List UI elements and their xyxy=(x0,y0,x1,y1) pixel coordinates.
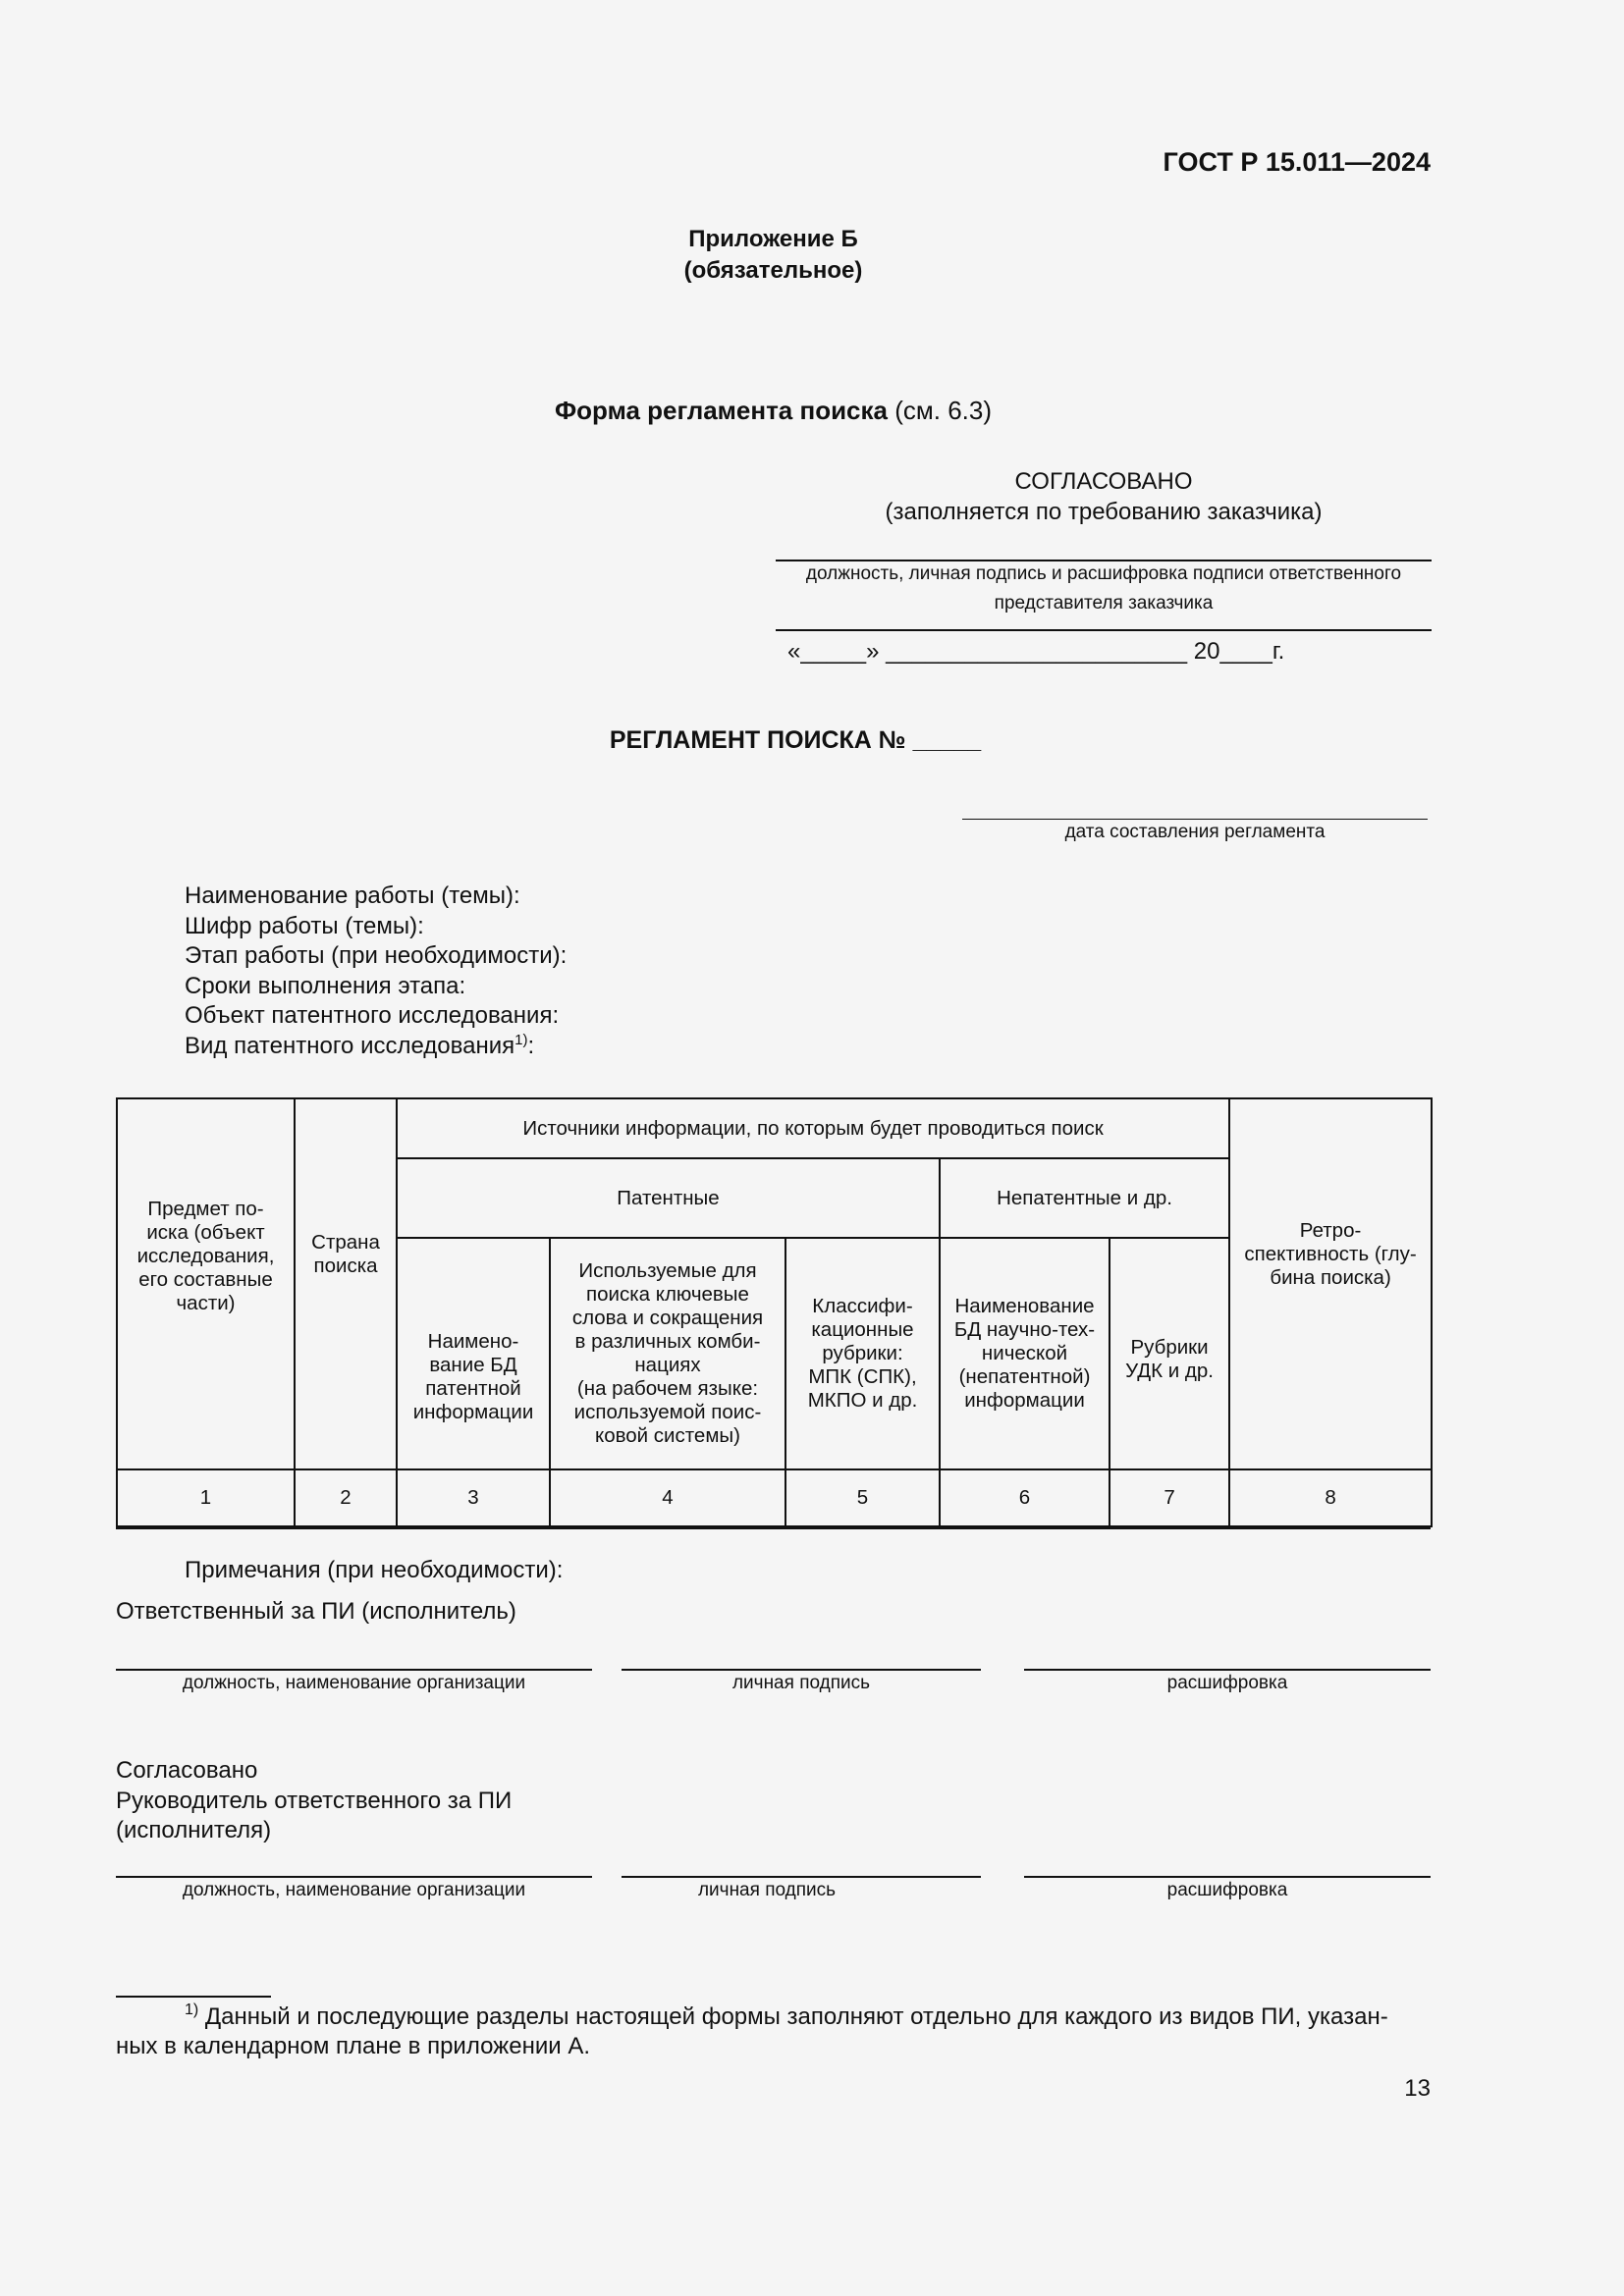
header-nonpatent-db xyxy=(940,1238,1110,1469)
header-patent xyxy=(397,1158,940,1238)
approval-signature-line xyxy=(776,560,1432,561)
field-work-code: Шифр работы (темы): xyxy=(185,912,424,939)
approval-signature-caption-1: должность, личная подпись и расшифровка подписи ответственного xyxy=(805,563,1402,584)
regulation-date-caption: дата составления регламента xyxy=(1064,822,1326,842)
agreed-head: Руководитель ответственного за ПИ xyxy=(116,1787,513,1814)
agreed-position-caption: должность, наименование организации xyxy=(182,1880,526,1900)
header-nonpatent xyxy=(940,1158,1229,1238)
footnote-text-1: Данный и последующие разделы настоящей формы заполняют отдельно для каждого из видов ПИ, указан- xyxy=(198,2003,1388,2030)
regulation-date-line xyxy=(962,819,1428,820)
header-sources xyxy=(397,1098,1229,1158)
field-stage-terms: Сроки выполнения этапа: xyxy=(185,972,466,999)
agreed-signature-caption: личная подпись xyxy=(697,1880,837,1900)
page-number: 13 xyxy=(1404,2075,1431,2102)
responsible-signature-caption: личная подпись xyxy=(731,1673,871,1693)
table-double-rule xyxy=(116,1527,1431,1529)
approval-date-separator xyxy=(776,629,1432,631)
work-fields xyxy=(185,881,567,1062)
footnote-number: 1) xyxy=(185,2002,199,2018)
approval-date-line: «_____» _______________________ 20____г. xyxy=(787,638,1285,665)
column-number: 4 xyxy=(550,1469,785,1526)
form-title-bold: Форма регламента поиска xyxy=(554,396,888,425)
header-nonpatent-db-text: Наименование БД научно-тех- нической (непатентной) информации xyxy=(953,1295,1096,1412)
column-number: 8 xyxy=(1229,1469,1432,1526)
header-classification xyxy=(785,1238,940,1469)
search-sources-table xyxy=(116,1097,1433,1527)
approval-title: СОГЛАСОВАНО xyxy=(1014,468,1193,495)
header-udc-text: Рубрики УДК и др. xyxy=(1125,1336,1214,1382)
field-research-type xyxy=(185,1032,567,1062)
header-retrospective xyxy=(1229,1098,1432,1469)
footnote xyxy=(116,2002,1431,2061)
header-sources-text: Источники информации, по которым будет проводиться поиск xyxy=(522,1116,1104,1140)
approval-signature-caption-2: представителя заказчика xyxy=(994,593,1214,614)
column-number: 1 xyxy=(117,1469,295,1526)
column-number: 3 xyxy=(397,1469,550,1526)
regulation-title: РЕГЛАМЕНТ ПОИСКА № _____ xyxy=(609,726,982,754)
field-research-type-colon: : xyxy=(527,1032,535,1059)
form-title xyxy=(0,396,1546,426)
field-research-type-label: Вид патентного исследования xyxy=(185,1032,515,1059)
responsible-signature-line xyxy=(622,1669,981,1671)
agreed-title: Согласовано xyxy=(116,1757,258,1784)
table-row-numbers xyxy=(117,1469,1432,1526)
header-country-text: Страна поиска xyxy=(311,1231,380,1277)
column-number: 7 xyxy=(1110,1469,1229,1526)
document-code: ГОСТ Р 15.011—2024 xyxy=(1163,147,1431,177)
agreed-decode-caption: расшифровка xyxy=(1166,1880,1288,1900)
footnote-line-2: ных в календарном плане в приложении А. xyxy=(116,2033,590,2059)
agreed-decode-line xyxy=(1024,1876,1431,1878)
field-research-object: Объект патентного исследования: xyxy=(185,1002,560,1030)
header-retrospective-text: Ретро- спективность (глу- бина поиска) xyxy=(1244,1219,1417,1289)
responsible-decode-line xyxy=(1024,1669,1431,1671)
responsible-position-line xyxy=(116,1669,592,1671)
header-keywords-text: Используемые для поиска ключевые слова и сокращения в различных комби- нациях (на рабочем языке: используемой поис- ковой системы) xyxy=(571,1259,764,1447)
header-patent-db-text: Наимено- вание БД патентной информации xyxy=(412,1330,534,1423)
footnote-mark: 1) xyxy=(514,1031,528,1048)
header-patent-text: Патентные xyxy=(617,1186,720,1209)
footnote-separator xyxy=(116,1996,271,1998)
agreed-head-cont: (исполнителя) xyxy=(116,1817,272,1843)
field-work-name: Наименование работы (темы): xyxy=(185,882,520,909)
column-number: 2 xyxy=(295,1469,397,1526)
header-keywords xyxy=(550,1238,785,1469)
appendix-title: Приложение Б xyxy=(688,226,858,252)
form-title-ref: (см. 6.3) xyxy=(888,396,993,425)
responsible-decode-caption: расшифровка xyxy=(1166,1673,1288,1693)
header-search-subject xyxy=(117,1098,295,1469)
header-classification-text: Классифи- кационные рубрики: МПК (СПК), МКПО и др. xyxy=(807,1295,918,1412)
agreed-signature-line xyxy=(622,1876,981,1878)
header-nonpatent-text: Непатентные и др. xyxy=(997,1186,1172,1209)
column-number: 6 xyxy=(940,1469,1110,1526)
notes-label: Примечания (при необходимости): xyxy=(185,1557,564,1583)
agreed-position-line xyxy=(116,1876,592,1878)
agreed-block xyxy=(116,1756,512,1846)
header-search-subject-text: Предмет по- иска (объект исследования, его составные части) xyxy=(136,1198,275,1314)
footnote-line-1 xyxy=(116,2002,1431,2032)
header-country xyxy=(295,1098,397,1469)
header-patent-db xyxy=(397,1238,550,1469)
responsible-label: Ответственный за ПИ (исполнитель) xyxy=(116,1598,516,1625)
appendix-status: (обязательное) xyxy=(683,257,863,284)
approval-subtitle: (заполняется по требованию заказчика) xyxy=(885,499,1323,525)
column-number: 5 xyxy=(785,1469,940,1526)
responsible-position-caption: должность, наименование организации xyxy=(182,1673,526,1693)
header-udc xyxy=(1110,1238,1229,1469)
field-work-stage: Этап работы (при необходимости): xyxy=(185,942,568,970)
